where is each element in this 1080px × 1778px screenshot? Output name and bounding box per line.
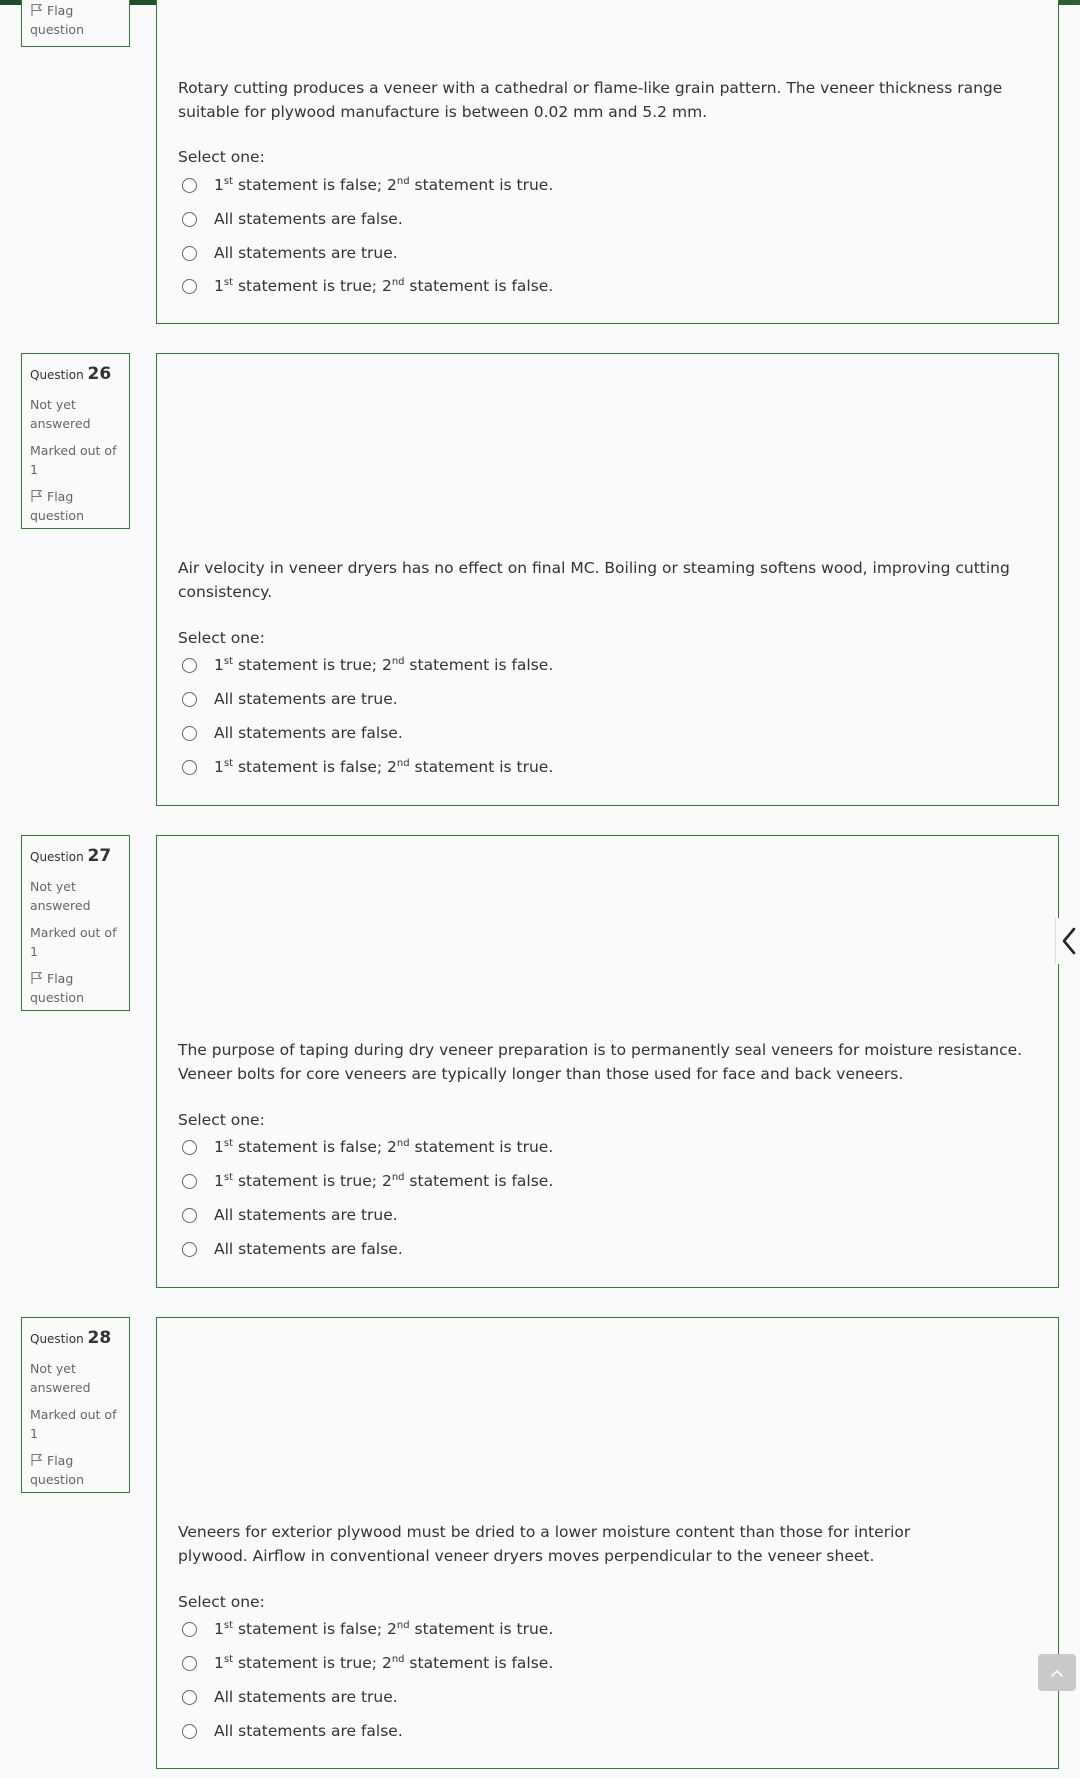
answer-option[interactable] [182,652,553,678]
question-grade: Marked out of 1 [30,1407,117,1441]
question-text: Air velocity in veneer dryers has no effect on final MC. Boiling or steaming softens wood, improving cutting consistency. [178,559,1010,601]
radio-button[interactable] [182,178,197,193]
flag-icon [30,489,44,503]
question-content-25 [156,0,1059,324]
option-label: All statements are false. [214,1240,403,1258]
option-label: 1st statement is true; 2nd statement is false. [214,277,554,295]
answer-option[interactable] [182,686,398,712]
option-label: 1st statement is true; 2nd statement is false. [214,1654,554,1672]
flag-icon [30,971,44,985]
option-label: All statements are false. [214,1722,403,1740]
chevron-left-icon [1061,927,1077,955]
radio-button[interactable] [182,1724,197,1739]
select-one-prompt: Select one: [178,148,265,166]
question-content-27 [156,835,1059,1288]
back-to-top-button[interactable] [1038,1654,1076,1691]
answer-option[interactable] [182,1718,403,1744]
answer-option[interactable] [182,1202,398,1228]
question-text: Rotary cutting produces a veneer with a cathedral or flame-like grain pattern. The veneer thickness range suitable for plywood manufacture is between 0.02 mm and 5.2 mm. [178,79,1003,121]
flag-icon [30,3,44,17]
option-label: 1st statement is false; 2nd statement is true. [214,758,554,776]
option-label: 1st statement is false; 2nd statement is true. [214,176,554,194]
radio-button[interactable] [182,1140,197,1155]
question-number: Question 26 [30,364,112,384]
answer-option[interactable] [182,1650,553,1676]
radio-button[interactable] [182,1656,197,1671]
radio-button[interactable] [182,1690,197,1705]
answer-option[interactable] [182,754,553,780]
radio-button[interactable] [182,1174,197,1189]
select-one-prompt: Select one: [178,1111,265,1129]
option-label: All statements are false. [214,724,403,742]
select-one-prompt: Select one: [178,1593,265,1611]
question-grade: Marked out of 1 [30,925,117,959]
flag-icon [30,1453,44,1467]
radio-button[interactable] [182,279,197,294]
option-label: 1st statement is true; 2nd statement is false. [214,656,554,674]
flag-question-link[interactable]: Flag question [30,1453,85,1487]
radio-button[interactable] [182,658,197,673]
question-state: Not yet answered [30,397,91,431]
option-label: All statements are true. [214,244,398,262]
radio-button[interactable] [182,1242,197,1257]
flag-question-link[interactable]: Flag question [30,489,85,523]
answer-option[interactable] [182,273,553,299]
radio-button[interactable] [182,246,197,261]
radio-button[interactable] [182,1208,197,1223]
option-label: 1st statement is true; 2nd statement is false. [214,1172,554,1190]
option-label: 1st statement is false; 2nd statement is true. [214,1138,554,1156]
question-content-28 [156,1317,1059,1769]
option-label: 1st statement is false; 2nd statement is true. [214,1620,554,1638]
option-label: All statements are true. [214,690,398,708]
question-info-26 [21,353,130,529]
answer-option[interactable] [182,1236,403,1262]
answer-option[interactable] [182,720,403,746]
question-state: Not yet answered [30,879,91,913]
answer-option[interactable] [182,172,553,198]
question-text: The purpose of taping during dry veneer preparation is to permanently seal veneers for moisture resistance. Veneer bolts for core veneers are typically longer than those used for face and back veneers. [178,1041,1023,1083]
question-info-28 [21,1317,130,1493]
drawer-toggle-button[interactable] [1055,918,1080,964]
question-number: Question 28 [30,1328,112,1348]
question-grade: Marked out of 1 [30,443,117,477]
radio-button[interactable] [182,1622,197,1637]
answer-option[interactable] [182,240,398,266]
chevron-up-icon [1051,1669,1063,1677]
question-state: Not yet answered [30,1361,91,1395]
option-label: All statements are true. [214,1688,398,1706]
question-content-26 [156,353,1059,806]
question-number: Question 27 [30,846,112,866]
flag-question-link[interactable]: Flag question [30,3,85,37]
question-info-27 [21,835,130,1011]
answer-option[interactable] [182,1168,553,1194]
flag-question-link[interactable]: Flag question [30,971,85,1005]
radio-button[interactable] [182,726,197,741]
answer-option[interactable] [182,206,403,232]
answer-option[interactable] [182,1684,398,1710]
radio-button[interactable] [182,692,197,707]
answer-option[interactable] [182,1134,553,1160]
select-one-prompt: Select one: [178,629,265,647]
option-label: All statements are false. [214,210,403,228]
option-label: All statements are true. [214,1206,398,1224]
question-text: Veneers for exterior plywood must be dried to a lower moisture content than those for interior plywood. Airflow in conventional veneer dryers moves perpendicular to the veneer sheet. [178,1523,911,1565]
question-info-25 [21,0,130,47]
answer-option[interactable] [182,1616,553,1642]
radio-button[interactable] [182,760,197,775]
radio-button[interactable] [182,212,197,227]
